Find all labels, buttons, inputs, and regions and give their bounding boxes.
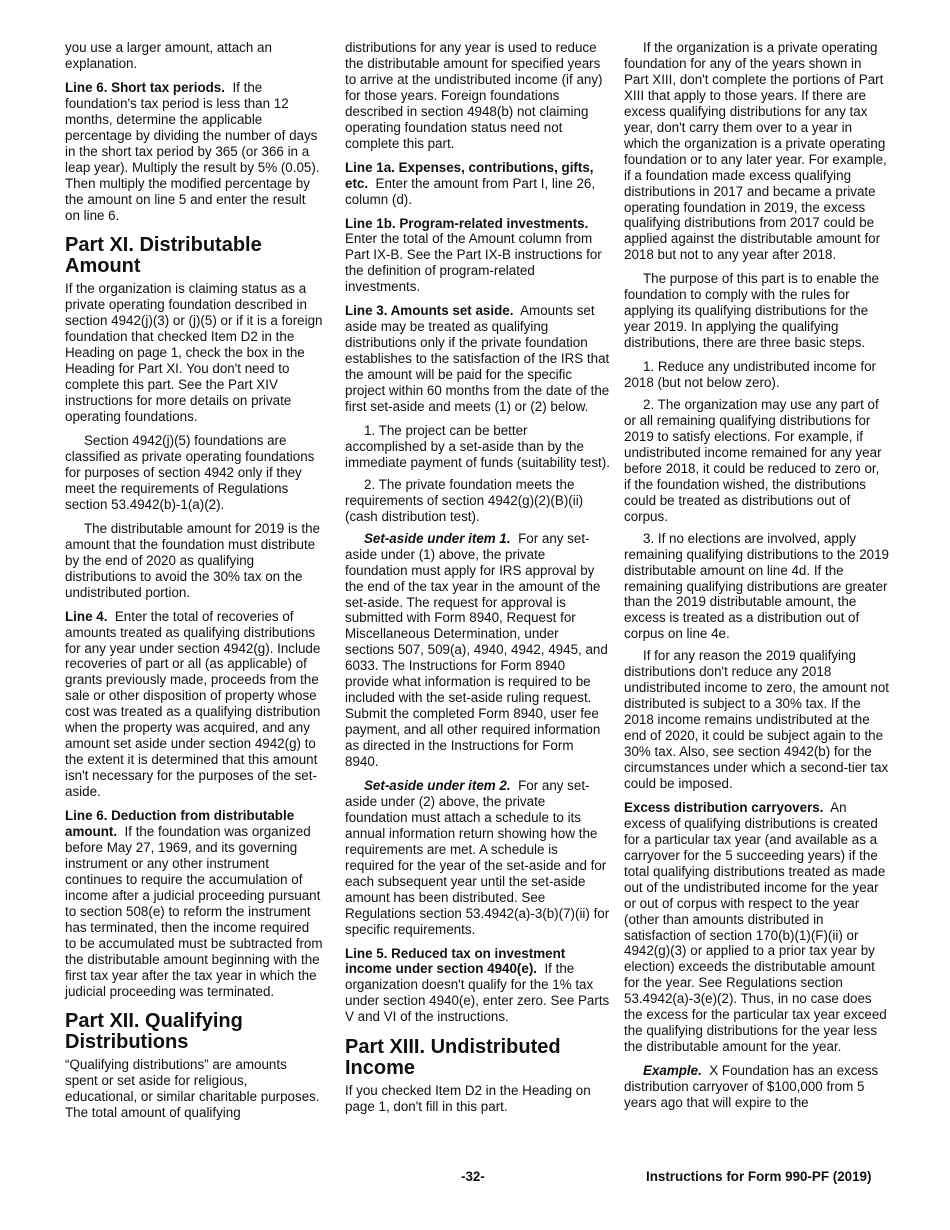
list-item: 3. If no elections are involved, apply remaining qualifying distributions to the 2019 distributable amount on line 4d. If the remaining qualifying distributions are greater than the 2019 distributable amount, the excess is treated as a distribution out of corpus on line 4e.: [624, 530, 890, 642]
paragraph-text: For any set-aside under (2) above, the private foundation must attach a schedule to its annual information return showing how the requirements are met. A schedule is required for the year of the set-aside and for each subsequent year until the set-aside amount has been distributed. See Regulations section 53.4942(a)-3(b)(7)(ii) for specific requirements.: [345, 777, 610, 937]
paragraph-text: For any set-aside under (1) above, the private foundation must apply for IRS approval by the end of the tax year in the amount of the set-aside. The request for approval is submitted with Form 8940, Request for Miscellaneous Determination, under sections 507, 509(a), 4940, 4942, 4945, and 6033. The Instructions for Form 8940 provide what information is required to be included with the set-aside ruling request. Submit the completed Form 8940, user fee payment, and all other required information as directed in the Instructions for Form 8940.: [345, 530, 608, 770]
run-in-heading: Line 1a. Expenses, contributions, gifts, etc.: [345, 159, 594, 191]
run-in-heading: Line 1b. Program-related investments.: [345, 215, 589, 231]
paragraph-text: Enter the amount from Part I, line 26, column (d).: [345, 175, 596, 207]
paragraph: If for any reason the 2019 qualifying distributions don't reduce any 2018 undistributed income to zero, the amount not distributed is subject to a 30% tax. If the 2018 income remains undistributed at the end of 2020, it could be subject again to the 30% tax. Also, see section 4942(b) for the circumstances under which a second-tier tax could be imposed.: [624, 648, 889, 791]
list-item: 2. The private foundation meets the requirements of section 4942(g)(2)(B)(ii) (cash distribution test).: [345, 476, 584, 524]
run-in-heading: Excess distribution carryovers.: [624, 799, 824, 815]
paragraph-text: If the foundation was organized before May 27, 1969, and its governing instrument or any other instrument continues to require the accumulation of income after a judicial proceeding pursuant to section 508(e) to reform the instrument has terminated, then the income required to be accumulated must be subtracted from the distributable amount beginning with the first tax year after the tax year in which the judicial proceeding was terminated.: [65, 823, 323, 999]
run-in-heading: Line 6. Deduction from distributable amount.: [65, 808, 295, 839]
paragraph: distributions for any year is used to reduce the distributable amount for specified years to arrive at the undistributed income (if any) for those years. Foreign foundations described in section 4948(b) not claiming operating foundation status need not complete this part.: [345, 40, 603, 151]
run-in-heading: Line 4.: [65, 608, 108, 624]
run-in-heading: Line 5. Reduced tax on investment income under section 4940(e).: [345, 945, 566, 977]
column-1: [65, 40, 323, 1129]
paragraph-excess-distribution: [624, 800, 889, 1055]
run-in-heading: [364, 531, 511, 546]
paragraph-example: [624, 1063, 889, 1111]
paragraph-text: An excess of qualifying distributions is created for a particular tax year (and available as a carryover for the 5 succeeding years) if the total qualifying distributions treated as made out of the undistributed income for the year or out of corpus with respect to the year (other than amounts distributed in satisfaction of section 170(b)(1)(F)(ii) or 4942(g)(3) or applied to a prior tax year by election) exceeds the distributable amount for the year. See Regulations section 53.4942(a)-3(e)(2). Thus, in no case does the excess for the particular tax year exceed the qualifying distributions for the year less the distributable amount for the year.: [624, 799, 887, 1055]
column-2: [345, 40, 610, 1123]
italic-heading: Set-aside under item 1.: [364, 530, 511, 546]
paragraph-line-5: [345, 946, 610, 1026]
list-item: 1. The project can be better accomplished by a set-aside than by the immediate payment of funds (suitability test).: [345, 422, 610, 470]
paragraph: If the organization is a private operating foundation for any of the years shown in Part XIII, don't complete the portions of Part XIII that apply to those years. If there are excess qualifying distributions for any tax year, don't carry them over to a year in which the organization is a private operating foundation or to any later year. For example, if a foundation made excess qualifying distributions in 2017 and became a private operating foundation in 2019, the excess qualifying distributions from 2017 could be applied against the distributable amount for 2018 but not to any year after 2018.: [624, 40, 887, 263]
italic-heading: Set-aside under item 2.: [364, 777, 511, 793]
paragraph-text: Enter the total of recoveries of amounts treated as qualifying distributions for any year under section 4942(g). Include recoveries of part or all (as applicable) of grants previously made, proceeds from the sale or other disposition of property whose cost was treated as a qualifying distribution when the property was acquired, and any amount set aside under section 4942(g) to the extent it is determined that this amount isn't necessary for the purposes of the set-aside.: [65, 608, 321, 800]
paragraph-text: X Foundation has an excess distribution carryover of $100,000 from 5 years ago that will expire to the: [624, 1063, 879, 1111]
paragraph-set-aside-item-1: [345, 531, 610, 770]
paragraph: The purpose of this part is to enable the foundation to comply with the rules for applying its qualifying distributions for the year 2019. In applying the qualifying distributions, there are three basic steps.: [624, 271, 879, 351]
paragraph-text: If the foundation's tax period is less than 12 months, determine the applicable percentage by dividing the number of days in the short tax period by 365 (or 366 in a leap year). Multiply the result by 5% (0.05). Then multiply the modified percentage by the amount on line 5 and enter the result on line 6.: [65, 79, 320, 223]
paragraph: you use a larger amount, attach an explanation.: [65, 40, 272, 71]
paragraph: The distributable amount for 2019 is the amount that the foundation must distribute by the end of 2020 as qualifying distributions to avoid the 30% tax on the undistributed portion.: [65, 520, 320, 600]
page-number: -32-: [461, 1169, 485, 1184]
run-in-heading: Line 6. Short tax periods.: [65, 79, 225, 95]
run-in-heading: Line 3. Amounts set aside.: [345, 303, 514, 319]
paragraph-line-6-deduction: [65, 808, 323, 999]
paragraph-line-3: [345, 303, 610, 415]
paragraph-set-aside-item-2: [345, 778, 610, 938]
paragraph: Section 4942(j)(5) foundations are classified as private operating foundations for purposes of section 4942 only if they meet the requirements of Regulations section 53.4942(b)-1(a)(2).: [65, 433, 315, 512]
paragraph-line-4: [65, 609, 323, 800]
italic-heading: Example.: [643, 1063, 702, 1079]
paragraph-text: Enter the total of the Amount column from Part IX-B. See the Part IX-B instructions for the definition of program-related investments.: [345, 231, 602, 295]
footer-form-title: Instructions for Form 990-PF (2019): [646, 1169, 872, 1184]
column-3: [624, 40, 889, 1119]
paragraph: “Qualifying distributions” are amounts spent or set aside for religious, educational, or similar charitable purposes. The total amount of qualifying: [65, 1057, 320, 1121]
paragraph-line-1b: [345, 216, 610, 296]
list-item: 2. The organization may use any part of or all remaining qualifying distributions for 2019 to satisfy elections. For example, if undistributed income remained for any year before 2018, it could be reduced to zero or, if the foundation wished, the distributions could be treated as distributions out of corpus.: [624, 397, 882, 524]
paragraph-text: If the organization doesn't qualify for the 1% tax under section 4940(e), enter zero. See Parts V and VI of the instructions.: [345, 961, 610, 1025]
paragraph-line-6-short-tax: [65, 80, 323, 224]
section-heading-part-xiii: Part XIII. Undistributed Income: [345, 1036, 561, 1080]
section-heading-part-xii: Part XII. Qualifying Distributions: [65, 1010, 243, 1054]
list-item: 1. Reduce any undistributed income for 2018 (but not below zero).: [624, 359, 876, 391]
paragraph-line-1a: [345, 160, 610, 208]
paragraph: If you checked Item D2 in the Heading on page 1, don't fill in this part.: [345, 1083, 591, 1115]
paragraph-text: Amounts set aside may be treated as qualifying distributions only if the private foundation establishes to the satisfaction of the IRS that the amount will be paid for the specific project within 60 months from the date of the first set-aside and meets (1) or (2) below.: [345, 303, 610, 415]
paragraph: If the organization is claiming status as a private operating foundation described in section 4942(j)(3) or (j)(5) or if it is a foreign foundation that checked Item D2 in the Heading on page 1, check the box in the Heading for Part XI. You don't need to complete this part. See the Part XIV instructions for more details on private operating foundations.: [65, 281, 323, 425]
run-in-heading: [643, 1063, 702, 1078]
run-in-heading: [364, 778, 511, 793]
section-heading-part-xi: Part XI. Distributable Amount: [65, 234, 262, 278]
